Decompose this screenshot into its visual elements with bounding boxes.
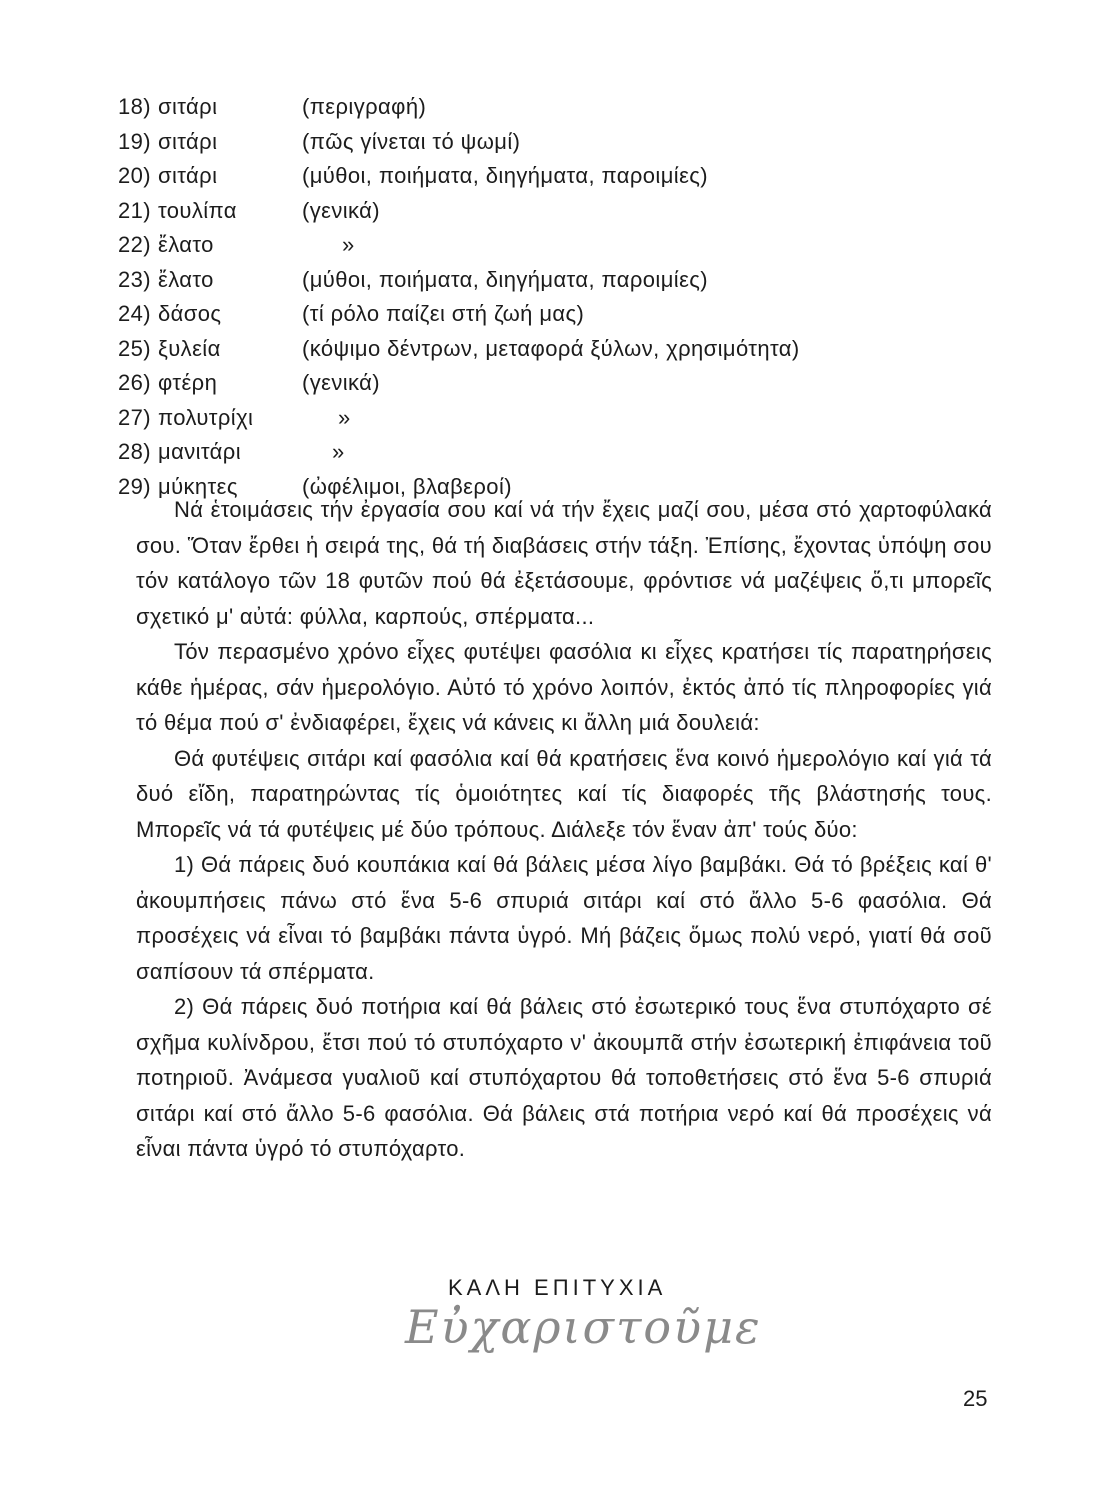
handwritten-note: Εὐχαριστοῦμε	[405, 1300, 762, 1354]
item-plant: μανιτάρι	[158, 439, 241, 465]
item-plant: δάσος	[158, 301, 222, 327]
list-item	[118, 228, 998, 263]
paragraph-method-2: 2) Θά πάρεις δυό ποτήρια καί θά βάλεις στό ἐσωτερικό τους ἕνα στυπόχαρτο σέ σχῆμα κυλίνδρου, ἔτσι πού τό στυπόχαρτο ν' ἀκουμπᾶ στήν ἐσωτερική ἐπιφάνεια τοῦ ποτηριοῦ. Ἀνάμεσα γυαλιοῦ καί στυπόχαρτου θά τοποθετήσεις στό ἕνα 5-6 σπυριά σιτάρι καί στό ἄλλο 5-6 φασόλια. Θά βάλεις στά ποτήρια νερό καί θά προσέχεις νά εἶναι πάντα ὑγρό τό στυπόχαρτο.	[136, 994, 992, 1161]
item-number: 27)	[118, 404, 151, 430]
item-number: 26)	[118, 370, 151, 396]
item-topic: »	[342, 232, 355, 258]
item-number: 23)	[118, 266, 151, 292]
item-number: 24)	[118, 301, 151, 327]
item-plant: σιτάρι	[158, 94, 218, 120]
item-number: 21)	[118, 197, 151, 223]
item-topic: »	[338, 404, 351, 430]
closing-line: ΚΑΛΗ ΕΠΙΤΥΧΙΑ	[448, 1275, 667, 1300]
paragraph-planting: Θά φυτέψεις σιτάρι καί φασόλια καί θά κρατήσεις ἕνα κοινό ἡμερολόγιο καί γιά τά δυό εἴδη, παρατηρώντας τίς ὁμοιότητες καί τίς διαφορές τῆς βλάστησής τους. Μπορεῖς νά τά φυτέψεις μέ δύο τρόπους. Διάλεξε τόν ἕναν ἀπ' τούς δύο:	[136, 745, 992, 842]
item-number: 25)	[118, 335, 151, 361]
topic-list	[118, 90, 998, 504]
paragraph-last-year: Τόν περασμένο χρόνο εἶχες φυτέψει φασόλια κι εἶχες κρατήσει τίς παρατηρήσεις κάθε ἡμέρας, σάν ἡμερολόγιο. Αὐτό τό χρόνο λοιπόν, ἐκτός ἀπό τίς πληροφορίες γιά τό θέμα πού σ' ἐνδιαφέρει, ἔχεις νά κάνεις κι ἄλλη μιά δουλειά:	[136, 639, 992, 735]
item-number: 22)	[118, 232, 151, 258]
item-topic: (πῶς γίνεται τό ψωμί)	[302, 128, 521, 154]
item-topic: (μύθοι, ποιήματα, διηγήματα, παροιμίες)	[302, 266, 709, 292]
item-topic: (μύθοι, ποιήματα, διηγήματα, παροιμίες)	[302, 163, 709, 189]
item-topic: »	[332, 439, 345, 465]
item-topic: (περιγραφή)	[302, 94, 427, 120]
item-topic: (τί ρόλο παίζει στή ζωή μας)	[302, 301, 585, 327]
item-number: 28)	[118, 439, 151, 465]
item-number: 20)	[118, 163, 151, 189]
list-item	[118, 401, 998, 436]
item-topic: (ὠφέλιμοι, βλαβεροί)	[302, 473, 512, 499]
item-plant: ἔλατο	[158, 232, 214, 258]
list-item	[118, 90, 998, 125]
item-number: 29)	[118, 473, 151, 499]
item-topic: (γενικά)	[302, 197, 380, 223]
item-plant: σιτάρι	[158, 163, 218, 189]
list-item	[118, 159, 998, 194]
paragraph-method-1: 1) Θά πάρεις δυό κουπάκια καί θά βάλεις μέσα λίγο βαμβάκι. Θά τό βρέξεις καί θ' ἀκουμπήσεις πάνω στό ἕνα 5-6 σπυριά σιτάρι καί στό ἄλλο 5-6 φασόλια. Θά προσέχεις νά εἶναι τό βαμβάκι πάντα ὑγρό. Μή βάζεις ὅμως πολύ νερό, γιατί θά σοῦ σαπίσουν τά σπέρματα.	[136, 852, 992, 984]
list-item	[118, 125, 998, 160]
item-plant: φτέρη	[158, 370, 218, 396]
item-plant: ἔλατο	[158, 266, 214, 292]
list-item	[118, 263, 998, 298]
list-item	[118, 194, 998, 229]
item-plant: μύκητες	[158, 473, 238, 499]
item-plant: πολυτρίχι	[158, 404, 254, 430]
item-plant: τουλίπα	[158, 197, 237, 223]
item-number: 18)	[118, 94, 151, 120]
list-item	[118, 435, 998, 470]
paragraph-assignment: Νά ἑτοιμάσεις τήν ἐργασία σου καί νά τήν ἔχεις μαζί σου, μέσα στό χαρτοφύλακά σου. Ὅταν ἔρθει ἡ σειρά της, θά τή διαβάσεις στήν τάξη. Ἐπίσης, ἔχοντας ὑπόψη σου τόν κατάλογο τῶν 18 φυτῶν πού θά ἐξετάσουμε, φρόντισε νά μαζέψεις ὅ,τι μπορεῖς σχετικό μ' αὐτά: φύλλα, καρπούς, σπέρματα...	[136, 497, 992, 629]
list-item	[118, 332, 998, 367]
list-item	[118, 366, 998, 401]
item-topic: (κόψιμο δέντρων, μεταφορά ξύλων, χρησιμότητα)	[302, 335, 800, 361]
item-topic: (γενικά)	[302, 370, 380, 396]
item-number: 19)	[118, 128, 151, 154]
item-plant: σιτάρι	[158, 128, 218, 154]
list-item	[118, 297, 998, 332]
item-plant: ξυλεία	[158, 335, 221, 361]
instructions-text	[136, 492, 992, 1167]
page-number: 25	[963, 1386, 988, 1411]
